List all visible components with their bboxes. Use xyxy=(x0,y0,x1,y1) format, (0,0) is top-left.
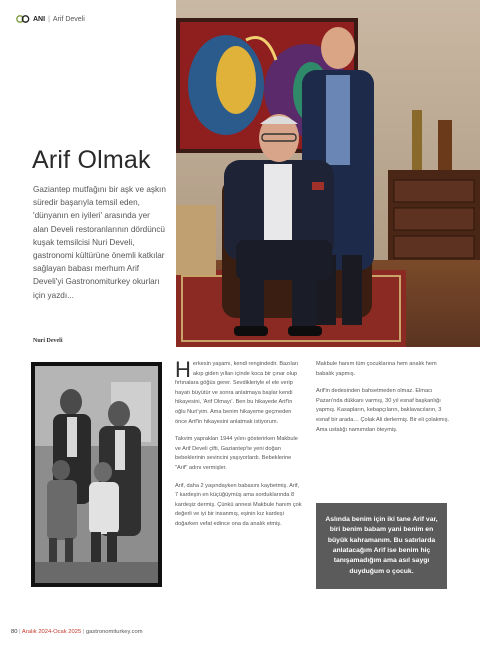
paragraph: Arif, daha 2 yaşındayken babasını kaybetmiş. Arif, 7 kardeşin en küçüğüymüş ama sorduklarında 8 kardeşiz dermiş. Çünkü annesi Makbule hanım çok değerli ve iyi bir insanmış, eşinin kız kardeşi doğarken vefat edince ona da analık etmiş. xyxy=(175,482,302,527)
paragraph-text: erkesin yaşamı, kendi rengindedir. Bazıları akıp giden yılları içinde koca bir çınar olup fırtınalara göğüs gerer. Sevdikleriyle el ele verip hayatı büyütür ve sonra anlatmaya başlar kendi hikayesini, 'Arif Olmayı'. Ben bu hikayede Arif'in oğlu Nuri'yim. Ama benim hikayeme geçmeden önce Arif'in hikayesini anlatmak istiyorum. xyxy=(175,361,299,425)
page-footer xyxy=(11,629,143,635)
pull-quote-text: Aslında benim için iki tane Arif var, biri benim babam yani benim en büyük kahramanım. Bu satırlarda anlatacağım Arif ise benim hiç tanışamadığım ama asıl saygı duyduğum o çocuk. xyxy=(325,515,438,575)
body-column-2 xyxy=(316,360,451,443)
issue-date: Aralık 2024-Ocak 2025 xyxy=(21,629,82,635)
footer-separator: | xyxy=(82,629,85,635)
article-intro xyxy=(33,183,167,302)
drop-cap: H xyxy=(175,357,191,382)
section-separator: | xyxy=(48,15,50,23)
section-subject: Arif Develi xyxy=(52,15,85,23)
paragraph: Takvim yaprakları 1944 yılını gösterirken Makbule ve Arif Develi çifti, Gaziantep'te yeni doğan bebeklerinin sevincini yaşıyorlardı. Bebeklerine "Arif" adını vermişler. xyxy=(175,436,298,471)
intro-text: Gaziantep mutfağını bir aşk ve aşkın süredir başarıyla temsil eden, 'dünyanın en iyileri' arasında yer alan Develi restoranlarının dördüncü kuşak temsilcisi Nuri Develi, gastronomi kültürüne önemli katkılar sağlayan babası merhum Arif Develi'yi Gastronomiturkey okurları için yazdı... xyxy=(33,185,166,300)
paragraph xyxy=(175,357,303,427)
pull-quote xyxy=(316,503,447,589)
paragraph: Arif'in dedesinden bahsetmeden olmaz. Elmacı Pazarı'nda dükkanı varmış, 30 yıl esnaf başkanlığı yapmış. Kasapların, kebapçıların, baklavacıların, 3 esnaf bir arada… Çolak Ali derlermiş. Bir eli çolakmış. Ama ustalığı namımdan öteymiş. xyxy=(316,388,450,433)
paragraph: Makbule hanım tüm çocuklarına hem analık hem babalık yapmış. xyxy=(316,361,437,377)
website-link[interactable]: gastronomiturkey.com xyxy=(85,629,143,635)
article-author: Nuri Develi xyxy=(33,338,63,344)
section-label: ANI xyxy=(33,15,46,23)
hero-photo xyxy=(176,0,480,347)
page-number: 80 xyxy=(11,629,18,635)
section-header xyxy=(16,14,85,24)
archive-photo xyxy=(31,362,162,587)
magazine-logo-icon xyxy=(16,14,30,24)
body-column-1 xyxy=(175,357,303,538)
article-title: Arif Olmak xyxy=(32,146,151,174)
footer-separator: | xyxy=(19,629,21,635)
